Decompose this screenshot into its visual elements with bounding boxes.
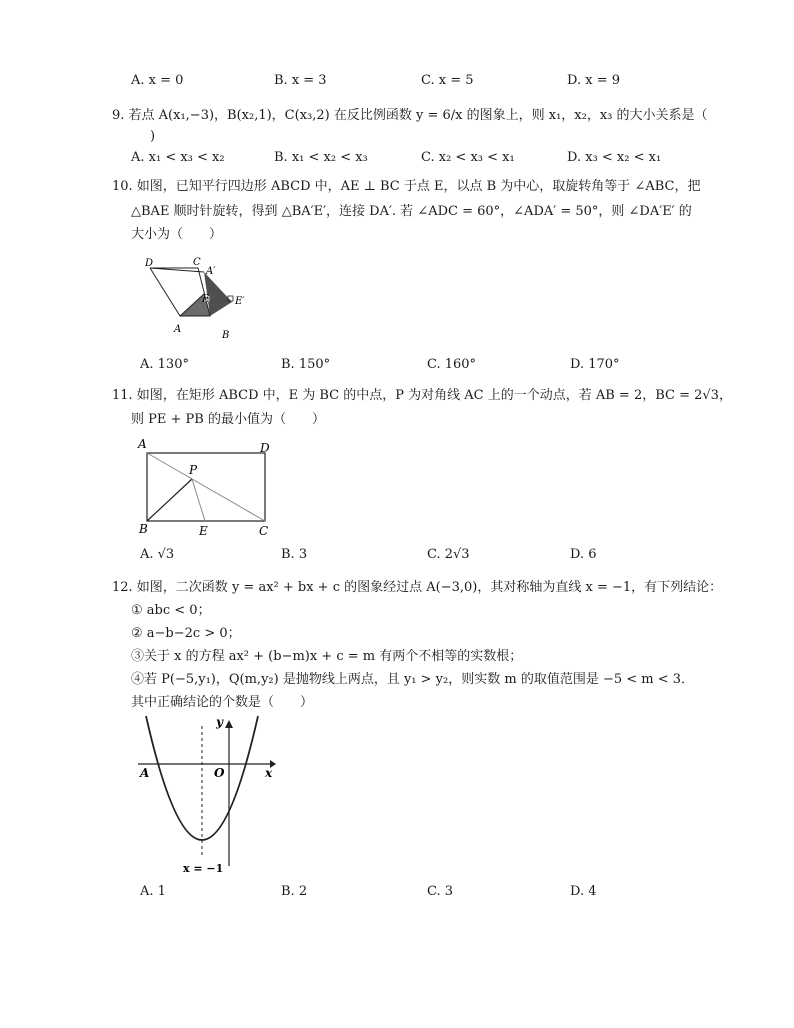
q8-option-d: D. x = 9 <box>567 73 620 88</box>
q10-label-e1: E′ <box>235 296 245 307</box>
q11-figure <box>134 436 282 540</box>
q11-label-d: D <box>260 441 270 455</box>
q10-stem-3: 大小为（ ） <box>131 227 223 242</box>
q12-label-a: A <box>140 766 150 780</box>
q8-option-b: B. x = 3 <box>274 73 327 88</box>
q9-option-c: C. x₂ < x₃ < x₁ <box>421 150 515 165</box>
q12-item-3: ③关于 x 的方程 ax² + (b−m)x + c = m 有两个不相等的实数根； <box>131 649 523 664</box>
q9-option-d: D. x₃ < x₂ < x₁ <box>567 150 662 165</box>
q9-stem-close: ) <box>150 129 156 144</box>
q11-option-c: C. 2√3 <box>427 547 470 562</box>
q11-label-a: A <box>138 437 147 451</box>
q11-label-c: C <box>259 524 269 538</box>
q12-label-axis: x = −1 <box>183 862 224 875</box>
q11-diagonal-ac <box>147 453 265 521</box>
q12-label-o: O <box>214 766 225 780</box>
q10-stem-2: △BAE 顺时针旋转，得到 △BA′E′，连接 DA′. 若 ∠ADC = 60°，∠ADA′ = 50°，则 ∠DA′E′ 的 <box>131 204 692 219</box>
q12-option-a: A. 1 <box>140 884 166 899</box>
q10-label-a: A <box>174 324 182 335</box>
q10-label-a1: A′ <box>206 266 216 277</box>
q12-y-axis-arrow <box>225 720 233 728</box>
q11-label-p: P <box>189 463 198 477</box>
q12-item-4: ④若 P(−5,y₁)，Q(m,y₂) 是抛物线上两点，且 y₁ > y₂，则实数 m 的取值范围是 −5 < m < 3． <box>131 672 695 687</box>
q11-option-a: A. √3 <box>140 547 175 562</box>
q12-option-b: B. 2 <box>281 884 308 899</box>
q12-conclusion-prompt: 其中正确结论的个数是（ ） <box>131 695 314 710</box>
q11-label-b: B <box>139 522 148 536</box>
q9-option-b: B. x₁ < x₂ < x₃ <box>274 150 368 165</box>
q11-segment-pb <box>147 479 192 521</box>
q10-segment-da1 <box>150 268 204 272</box>
q12-item-2: ② a−b−2c > 0； <box>131 626 241 641</box>
q8-option-c: C. x = 5 <box>421 73 474 88</box>
q11-label-e: E <box>199 524 208 538</box>
q12-figure <box>134 714 280 876</box>
q10-option-d: D. 170° <box>570 357 620 372</box>
q12-item-1: ① abc < 0； <box>131 603 211 618</box>
q12-option-d: D. 4 <box>570 884 597 899</box>
q11-option-d: D. 6 <box>570 547 597 562</box>
q10-option-a: A. 130° <box>140 357 189 372</box>
q8-option-a: A. x = 0 <box>131 73 184 88</box>
q12-label-x: x <box>265 766 273 780</box>
q12-stem: 12. 如图，二次函数 y = ax² + bx + c 的图象经过点 A(−3,0)，其对称轴为直线 x = −1，有下列结论： <box>112 580 723 595</box>
q10-stem-1: 10. 如图，已知平行四边形 ABCD 中，AE ⊥ BC 于点 E，以点 B 为中心，取旋转角等于 ∠ABC，把 <box>112 179 701 194</box>
q10-label-e: E <box>202 294 210 305</box>
q10-label-c: C <box>193 257 201 268</box>
q10-option-c: C. 160° <box>427 357 477 372</box>
q10-label-d: D <box>145 258 154 269</box>
q11-option-b: B. 3 <box>281 547 308 562</box>
q9-stem: 9. 若点 A(x₁,−3)，B(x₂,1)，C(x₃,2) 在反比例函数 y = 6/x 的图象上，则 x₁，x₂，x₃ 的大小关系是（ <box>112 108 708 123</box>
q12-option-c: C. 3 <box>427 884 454 899</box>
q9-option-a: A. x₁ < x₃ < x₂ <box>131 150 225 165</box>
q10-figure <box>130 254 260 342</box>
q10-option-b: B. 150° <box>281 357 331 372</box>
q11-stem-2: 则 PE + PB 的最小值为（ ） <box>131 412 325 427</box>
q10-label-b: B <box>222 330 230 341</box>
q12-label-y: y <box>216 715 223 729</box>
q11-stem-1: 11. 如图，在矩形 ABCD 中，E 为 BC 的中点，P 为对角线 AC 上的一个动点，若 AB = 2，BC = 2√3， <box>112 388 732 403</box>
